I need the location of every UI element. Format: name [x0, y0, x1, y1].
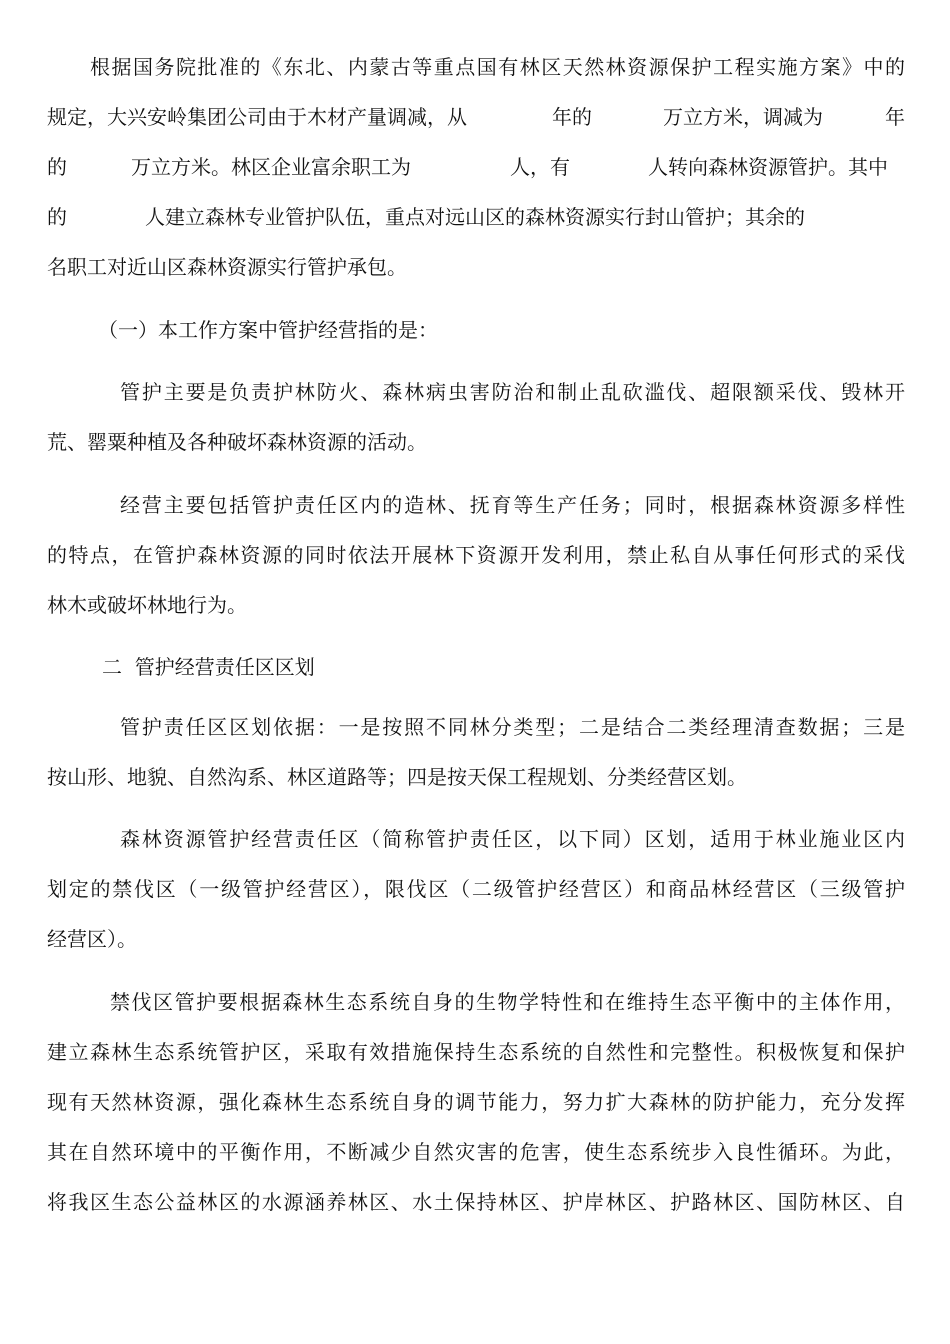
- paragraph-6-line-2: 建立森林生态系统管护区，采取有效措施保持生态系统的自然性和完整性。积极恢复和保护: [47, 1040, 905, 1064]
- paragraph-3-line-2: 的特点，在管护森林资源的同时依法开展林下资源开发利用，禁止私自从事任何形式的采伐: [47, 543, 905, 567]
- paragraph-4-line-1: 管护责任区区划依据：一是按照不同林分类型；二是结合二类经理清查数据；三是: [120, 715, 905, 739]
- paragraph-5-line-3: 经营区）。: [47, 927, 137, 951]
- paragraph-2-line-1: 管护主要是负责护林防火、森林病虫害防治和制止乱砍滥伐、超限额采伐、毁林开: [120, 380, 905, 404]
- paragraph-1-line-2-b: 年的: [552, 105, 592, 129]
- paragraph-6-line-3: 现有天然林资源，强化森林生态系统自身的调节能力，努力扩大森林的防护能力，充分发挥: [47, 1090, 905, 1114]
- section-heading-1: （一）本工作方案中管护经营指的是：: [98, 318, 438, 342]
- paragraph-1-line-4-a: 的: [47, 205, 67, 229]
- paragraph-1-line-1: 根据国务院批准的《东北、内蒙古等重点国有林区天然林资源保护工程实施方案》中的: [90, 55, 905, 79]
- paragraph-1-line-5: 名职工对近山区森林资源实行管护承包。: [47, 255, 407, 279]
- paragraph-1-line-2-a: 规定，大兴安岭集团公司由于木材产量调减，从: [47, 105, 467, 129]
- paragraph-4-line-2: 按山形、地貌、自然沟系、林区道路等；四是按天保工程规划、分类经营区划。: [47, 765, 747, 789]
- paragraph-1-line-3-a: 的: [47, 155, 67, 179]
- paragraph-1-line-3-b: 万立方米。林区企业富余职工为: [131, 155, 411, 179]
- paragraph-5-line-1: 森林资源管护经营责任区（简称管护责任区，以下同）区划，适用于林业施业区内: [120, 827, 905, 851]
- paragraph-1-line-3-c: 人，有: [510, 155, 570, 179]
- paragraph-1-line-4-b: 人建立森林专业管护队伍，重点对远山区的森林资源实行封山管护；其余的: [145, 205, 805, 229]
- section-heading-2: 二 管护经营责任区区划: [102, 655, 315, 679]
- paragraph-1-line-3-d: 人转向森林资源管护。其中: [648, 155, 888, 179]
- paragraph-1-line-2-c: 万立方米，调减为: [663, 105, 823, 129]
- paragraph-6-line-5: 将我区生态公益林区的水源涵养林区、水土保持林区、护岸林区、护路林区、国防林区、自: [47, 1190, 905, 1214]
- paragraph-3-line-1: 经营主要包括管护责任区内的造林、抚育等生产任务；同时，根据森林资源多样性: [120, 493, 905, 517]
- paragraph-1-line-2-d: 年: [885, 105, 905, 129]
- paragraph-2-line-2: 荒、罂粟种植及各种破坏森林资源的活动。: [47, 430, 427, 454]
- paragraph-6-line-1: 禁伐区管护要根据森林生态系统自身的生物学特性和在维持生态平衡中的主体作用，: [110, 990, 905, 1014]
- paragraph-6-line-4: 其在自然环境中的平衡作用，不断减少自然灾害的危害，使生态系统步入良性循环。为此，: [47, 1140, 905, 1164]
- paragraph-3-line-3: 林木或破坏林地行为。: [47, 593, 247, 617]
- paragraph-5-line-2: 划定的禁伐区（一级管护经营区），限伐区（二级管护经营区）和商品林经营区（三级管护: [47, 877, 905, 901]
